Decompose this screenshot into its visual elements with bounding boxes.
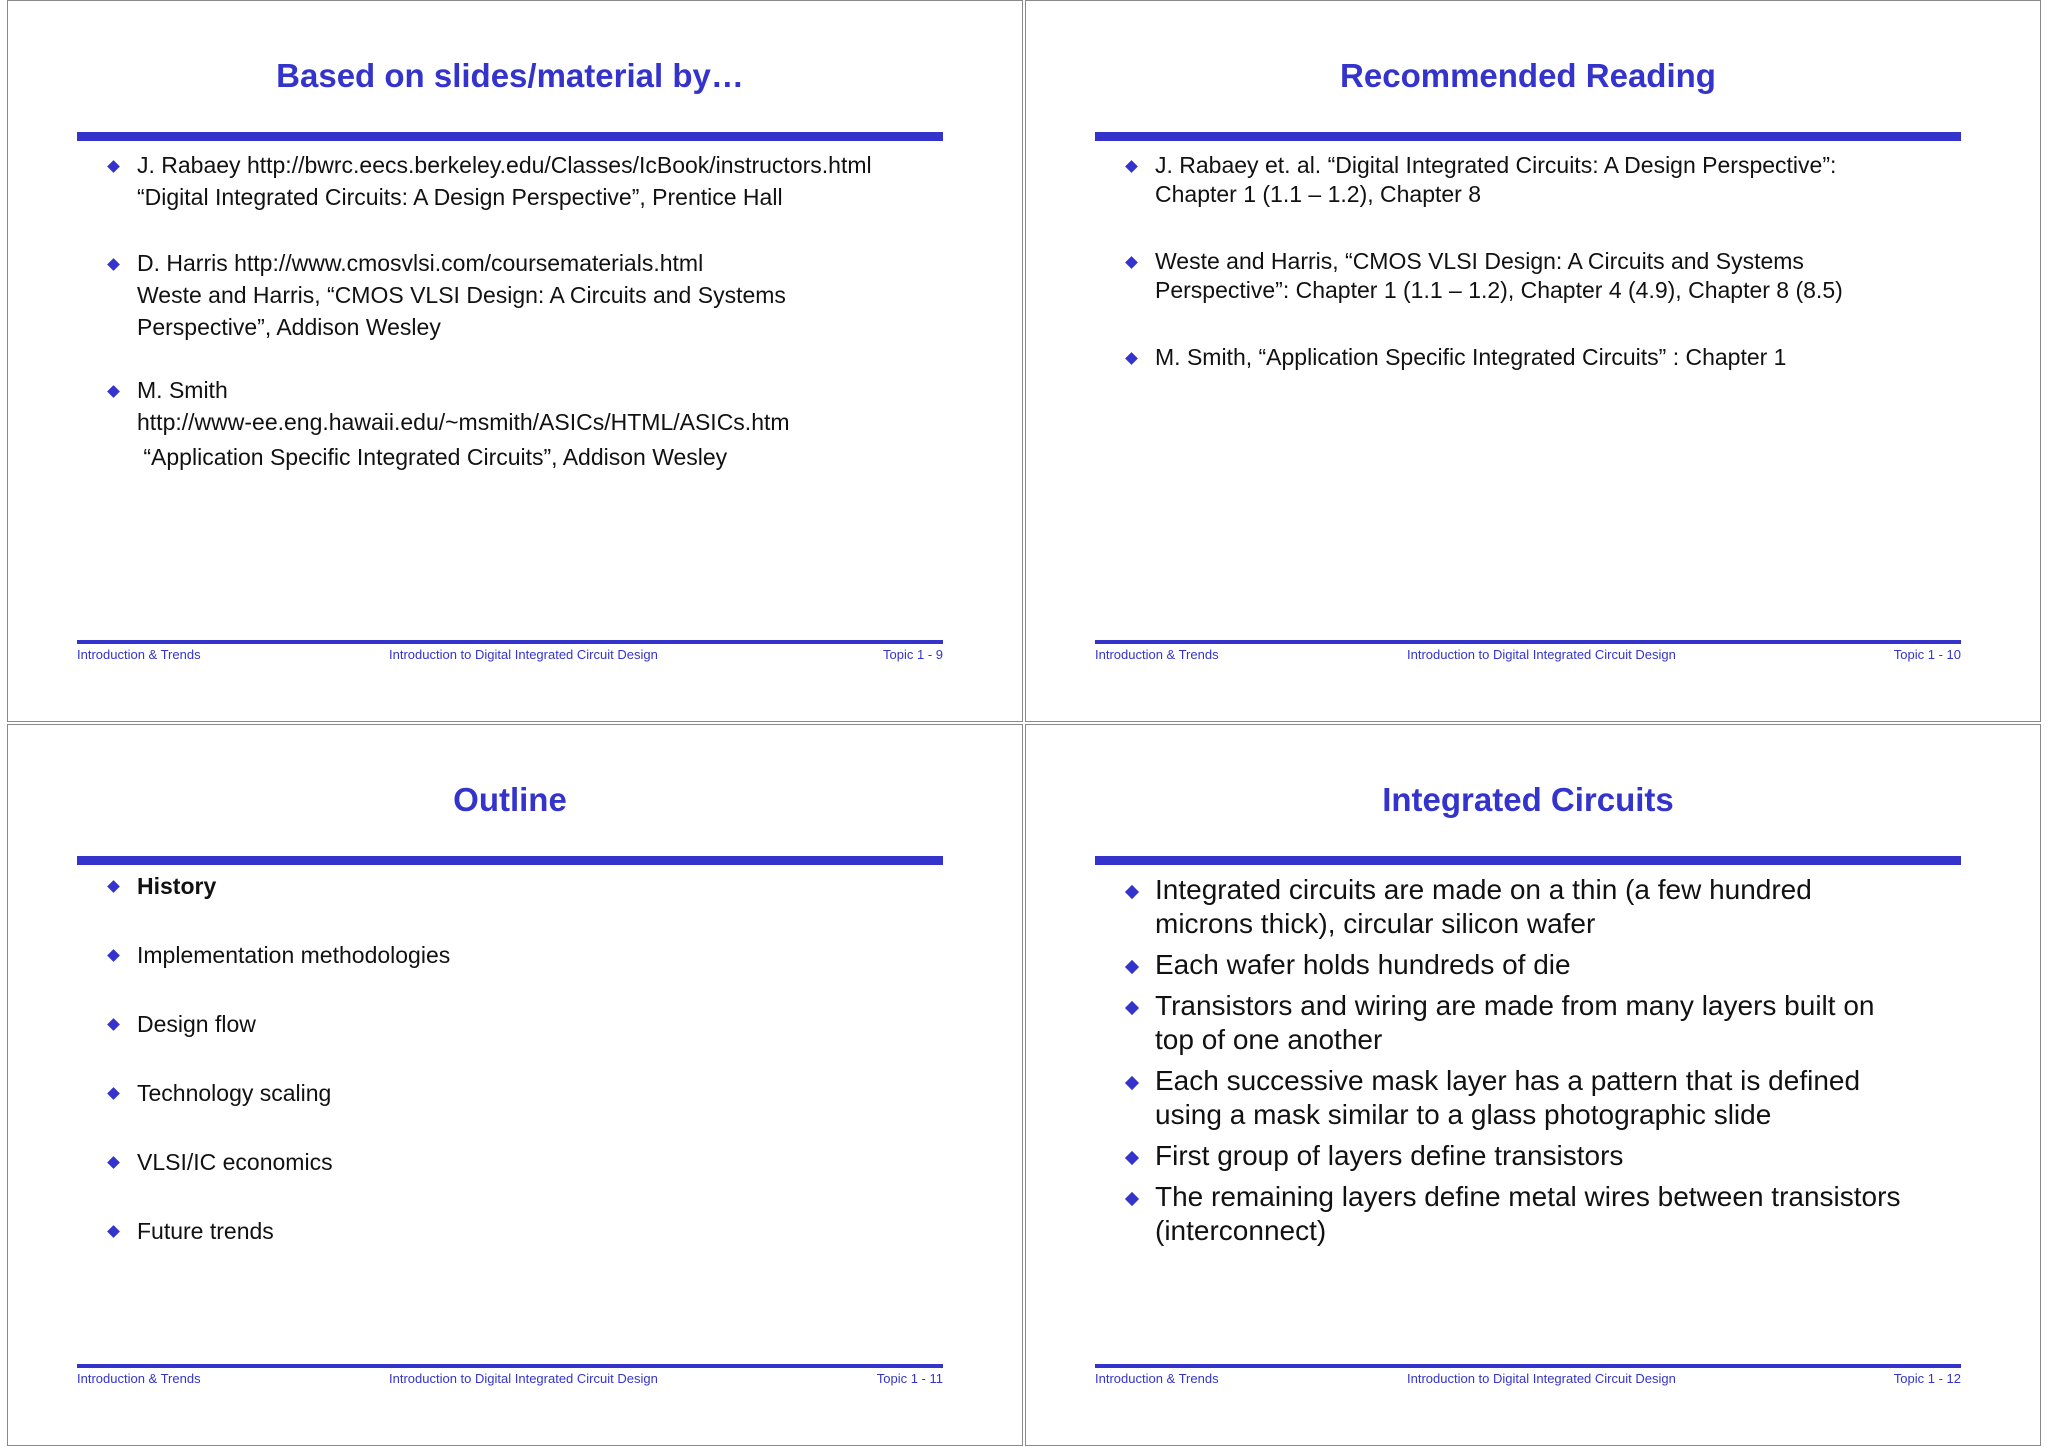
footer-page-number: Topic 1 - 10: [1893, 647, 1961, 662]
bullet-line: Weste and Harris, “CMOS VLSI Design: A Circuits and Systems: [1155, 248, 1804, 274]
bullet-line: Design flow: [137, 1011, 256, 1037]
diamond-bullet-icon: [107, 1225, 120, 1238]
bullet-line: Each successive mask layer has a pattern that is defined: [1155, 1065, 1861, 1096]
bullet-item: [1123, 151, 1990, 209]
bullet-item: [1123, 1139, 1990, 1173]
slide-body: [1123, 151, 1990, 410]
bullet-item: [105, 1009, 972, 1040]
diamond-bullet-icon: [1125, 256, 1138, 269]
slide-title: Outline: [453, 781, 567, 818]
slide-12: [1025, 724, 2041, 1446]
diamond-bullet-icon: [1125, 352, 1138, 365]
bullet-line: J. Rabaey http://bwrc.eecs.berkeley.edu/Classes/IcBook/instructors.html: [137, 152, 872, 178]
footer-course: Introduction to Digital Integrated Circuit Design: [1407, 1371, 1676, 1386]
bullet-item: [1123, 1180, 1990, 1248]
diamond-bullet-icon: [107, 1018, 120, 1031]
title-rule: [77, 132, 943, 141]
bullet-item: [105, 151, 972, 215]
slide-10: [1025, 0, 2041, 722]
slide-9: [7, 0, 1023, 722]
diamond-bullet-icon: [107, 258, 120, 271]
bullet-line: “Application Specific Integrated Circuits”, Addison Wesley: [137, 444, 728, 470]
title-rule: [1095, 132, 1961, 141]
slide-footer: [1095, 1371, 1961, 1387]
bullet-line: Implementation methodologies: [137, 942, 451, 968]
footer-page-number: Topic 1 - 12: [1893, 1371, 1961, 1386]
bullet-line: M. Smith: [137, 377, 228, 403]
bullet-item: [105, 1147, 972, 1178]
slide-title: Based on slides/material by…: [276, 57, 744, 94]
bullet-line: D. Harris http://www.cmosvlsi.com/coursematerials.html: [137, 250, 704, 276]
diamond-bullet-icon: [1125, 1076, 1139, 1090]
footer-course: Introduction to Digital Integrated Circuit Design: [389, 647, 658, 662]
footer-rule: [1095, 640, 1961, 644]
footer-rule: [77, 640, 943, 644]
bullet-line: Transistors and wiring are made from many layers built on: [1155, 990, 1875, 1021]
diamond-bullet-icon: [1125, 1192, 1139, 1206]
footer-page-number: Topic 1 - 11: [876, 1371, 943, 1386]
diamond-bullet-icon: [1125, 160, 1138, 173]
footer-course: Introduction to Digital Integrated Circuit Design: [1407, 647, 1676, 662]
bullet-line: (interconnect): [1155, 1215, 1327, 1246]
footer-course: Introduction to Digital Integrated Circuit Design: [389, 1371, 658, 1386]
slide-11: [7, 724, 1023, 1446]
footer-page-number: Topic 1 - 9: [883, 647, 943, 662]
diamond-bullet-icon: [1125, 960, 1139, 974]
bullet-line: top of one another: [1155, 1024, 1383, 1055]
diamond-bullet-icon: [107, 385, 120, 398]
footer-rule: [77, 1364, 943, 1368]
slide-body: [1123, 873, 1990, 1255]
bullet-line: Weste and Harris, “CMOS VLSI Design: A Circuits and Systems: [137, 282, 786, 308]
bullet-line: J. Rabaey et. al. “Digital Integrated Circuits: A Design Perspective”:: [1155, 152, 1837, 178]
footer-section: Introduction & Trends: [77, 1371, 201, 1386]
slide-title: Recommended Reading: [1340, 57, 1716, 94]
bullet-item: [105, 1216, 972, 1247]
bullet-item: [1123, 948, 1990, 982]
bullet-item: [1123, 1064, 1990, 1132]
diamond-bullet-icon: [107, 1156, 120, 1169]
bullet-item: [1123, 343, 1990, 372]
bullet-line: Perspective”, Addison Wesley: [137, 314, 441, 340]
diamond-bullet-icon: [1125, 1001, 1139, 1015]
bullet-line: Each wafer holds hundreds of die: [1155, 949, 1571, 980]
diamond-bullet-icon: [1125, 1151, 1139, 1165]
slide-body: [105, 151, 972, 509]
slide-handout-page: [7, 0, 2043, 1447]
bullet-item: [1123, 247, 1990, 305]
diamond-bullet-icon: [107, 880, 120, 893]
bullet-line: M. Smith, “Application Specific Integrated Circuits” : Chapter 1: [1155, 344, 1787, 370]
title-rule: [77, 856, 943, 865]
footer-section: Introduction & Trends: [1095, 647, 1219, 662]
bullet-line: History: [137, 873, 217, 899]
bullet-line: http://www-ee.eng.hawaii.edu/~msmith/ASICs/HTML/ASICs.htm: [137, 409, 790, 435]
bullet-item: [1123, 989, 1990, 1057]
bullet-line: VLSI/IC economics: [137, 1149, 333, 1175]
bullet-line: Future trends: [137, 1218, 274, 1244]
bullet-line: First group of layers define transistors: [1155, 1140, 1624, 1171]
bullet-line: The remaining layers define metal wires between transistors: [1155, 1181, 1901, 1212]
footer-rule: [1095, 1364, 1961, 1368]
bullet-item: [105, 376, 972, 475]
bullet-line: using a mask similar to a glass photographic slide: [1155, 1099, 1772, 1130]
bullet-item: [105, 871, 972, 902]
bullet-item: [1123, 873, 1990, 941]
diamond-bullet-icon: [107, 949, 120, 962]
diamond-bullet-icon: [1125, 885, 1139, 899]
footer-section: Introduction & Trends: [1095, 1371, 1219, 1386]
bullet-line: Perspective”: Chapter 1 (1.1 – 1.2), Chapter 4 (4.9), Chapter 8 (8.5): [1155, 277, 1843, 303]
slide-footer: [77, 1371, 943, 1387]
bullet-line: microns thick), circular silicon wafer: [1155, 908, 1596, 939]
slide-footer: [1095, 647, 1961, 663]
slide-footer: [77, 647, 943, 663]
slide-title: Integrated Circuits: [1382, 781, 1674, 818]
bullet-line: Chapter 1 (1.1 – 1.2), Chapter 8: [1155, 181, 1482, 207]
diamond-bullet-icon: [107, 1087, 120, 1100]
bullet-line: Technology scaling: [137, 1080, 332, 1106]
slide-body: [105, 871, 972, 1285]
bullet-line: Integrated circuits are made on a thin (a few hundred: [1155, 874, 1812, 905]
bullet-line: “Digital Integrated Circuits: A Design Perspective”, Prentice Hall: [137, 184, 783, 210]
bullet-item: [105, 940, 972, 971]
bullet-item: [105, 249, 972, 342]
bullet-item: [105, 1078, 972, 1109]
diamond-bullet-icon: [107, 160, 120, 173]
footer-section: Introduction & Trends: [77, 647, 201, 662]
title-rule: [1095, 856, 1961, 865]
